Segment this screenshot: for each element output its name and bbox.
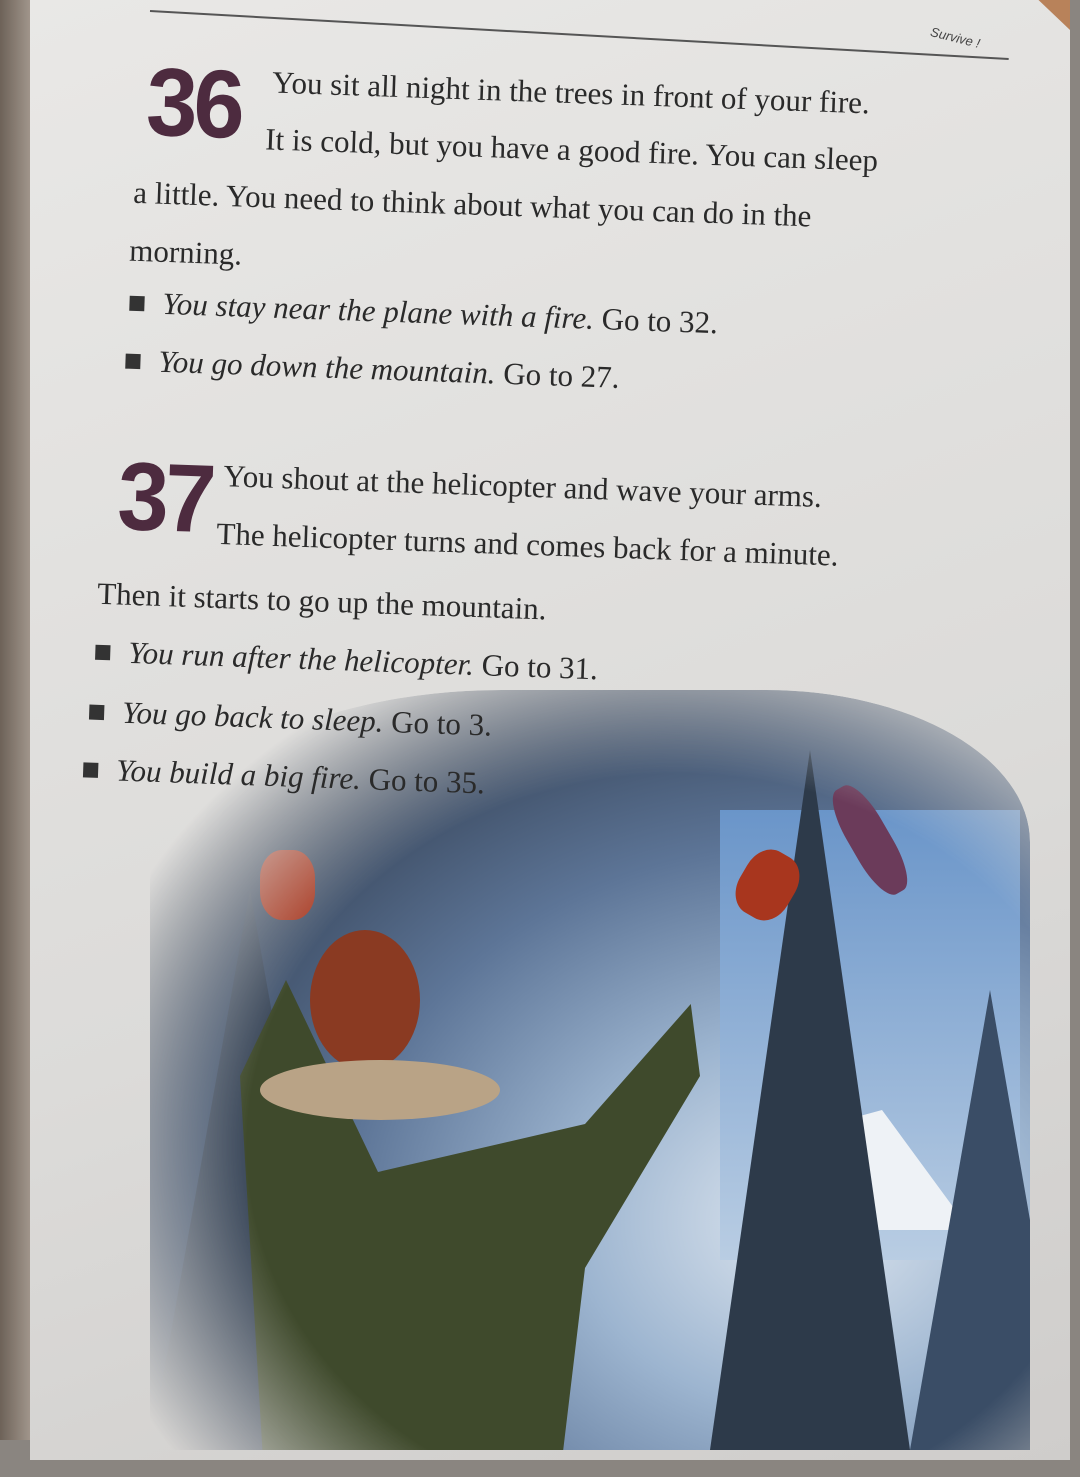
bullet-icon: [89, 705, 105, 721]
section-number-37: 37: [115, 442, 214, 554]
text-line: Then it starts to go up the mountain.: [96, 575, 548, 627]
choice-go-to-27[interactable]: You go down the mountain. Go to 27.: [125, 343, 620, 396]
bullet-icon: [83, 762, 99, 778]
text-line: morning.: [128, 232, 243, 272]
choice-go-to-32[interactable]: You stay near the plane with a fire. Go to 32.: [129, 285, 719, 342]
running-header: Survive !: [928, 24, 982, 51]
text-line: You sit all night in the trees in front of your fire.: [271, 64, 871, 121]
page-corner: [1010, 0, 1070, 30]
bullet-icon: [129, 296, 145, 312]
bullet-icon: [125, 354, 141, 370]
section-number-36: 36: [144, 48, 243, 159]
text-line: a little. You need to think about what you can do in the: [132, 174, 813, 234]
choice-go-to-35[interactable]: You build a big fire. Go to 35.: [83, 751, 486, 801]
bullet-icon: [95, 645, 111, 661]
choice-go-to-31[interactable]: You run after the helicopter. Go to 31.: [95, 634, 599, 688]
choice-go-to-3[interactable]: You go back to sleep. Go to 3.: [89, 694, 493, 744]
text-line: You shout at the helicopter and wave your arms.: [222, 458, 823, 514]
text-line: It is cold, but you have a good fire. You can sleep: [264, 121, 879, 178]
text-line: The helicopter turns and comes back for a minute.: [215, 515, 840, 573]
